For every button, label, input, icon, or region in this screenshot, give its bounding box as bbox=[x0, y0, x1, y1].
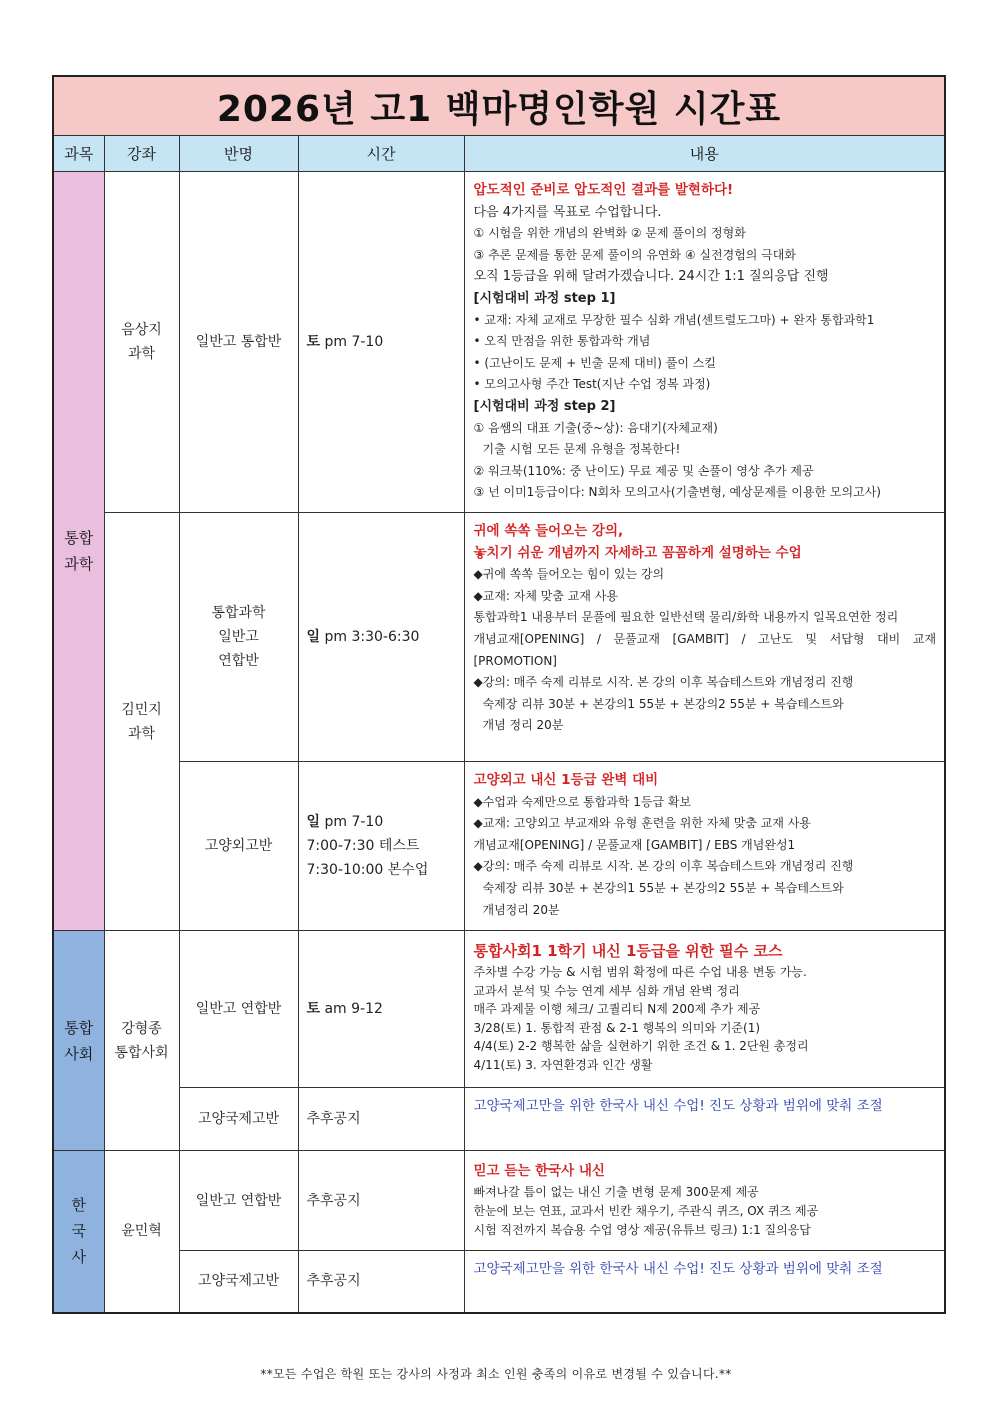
timetable bbox=[52, 75, 946, 1314]
table-row bbox=[53, 1251, 945, 1313]
class-name: 고양외고반 bbox=[179, 762, 298, 931]
subject-social: 통합 사회 bbox=[53, 931, 104, 1151]
header-content: 내용 bbox=[464, 136, 945, 172]
class-content: 고양국제고만을 위한 한국사 내신 수업! 진도 상황과 범위에 맞춰 조절 bbox=[464, 1251, 945, 1313]
footnote: **모든 수업은 학원 또는 강사의 사정과 최소 인원 충족의 이유로 변경될 수 있습니다.** bbox=[260, 1367, 732, 1381]
class-time: 추후공지 bbox=[298, 1088, 464, 1151]
class-content: 고양국제고만을 위한 한국사 내신 수업! 진도 상황과 범위에 맞춰 조절 bbox=[464, 1088, 945, 1151]
table-row bbox=[53, 762, 945, 931]
class-content: 압도적인 준비로 압도적인 결과를 발현하다! 다음 4가지를 목표로 수업합니다. ① 시험을 위한 개념의 완벽화 ② 문제 풀이의 정형화 ③ 추론 문제를 통한 문제 풀이의 유연화 ④ 실전경험의 극대화 오직 1등급을 위해 달려가겠습니다. 24시간 1:1 질의응답 진행 [시험대비 과정 step 1] • 교재: 자체 교재로 무장한 필수 심화 개념(센트럴도그마) + 완자 통합과학1 • 오직 만점을 위한 통합과학 개념 • (고난이도 문제 + 빈출 문제 대비) 풀이 스킬 • 모의고사형 주간 Test(지난 수업 정복 과정) [시험대비 과정 step 2] ① 음쌤의 대표 기출(중~상): 음대기(자체교재) 기출 시험 모든 문제 유형을 정복한다! ② 워크북(110%: 중 난이도) 무료 제공 및 손풀이 영상 추가 제공 ③ 넌 이미1등급이다: N회차 모의고사(기출변형, 예상문제를 이용한 모의고사) bbox=[464, 172, 945, 513]
class-content: 고양외고 내신 1등급 완벽 대비 ◆수업과 숙제만으로 통합과학 1등급 확보 ◆교재: 고양외고 부교재와 유형 훈련을 위한 자체 맞춤 교재 사용 개념교재[OPENING] / 문풀교재 [GAMBIT] / EBS 개념완성1 ◆강의: 매주 숙제 리뷰로 시작. 본 강의 이후 복습테스트와 개념정리 진행 숙제장 리뷰 30분 + 본강의1 55분 + 본강의2 55분 + 복습테스트와 개념정리 20분 bbox=[464, 762, 945, 931]
class-time: 추후공지 bbox=[298, 1151, 464, 1251]
teacher-kim: 김민지 과학 bbox=[104, 513, 179, 931]
teacher-kang: 강형종 통합사회 bbox=[104, 931, 179, 1151]
page-title: 2026년 고1 백마명인학원 시간표 bbox=[53, 76, 945, 136]
subject-korean-history: 한 국 사 bbox=[53, 1151, 104, 1313]
class-time: 토 pm 7-10 bbox=[298, 172, 464, 513]
header-subject: 과목 bbox=[53, 136, 104, 172]
table-row bbox=[53, 513, 945, 762]
class-time: 추후공지 bbox=[298, 1251, 464, 1313]
class-name: 통합과학 일반고 연합반 bbox=[179, 513, 298, 762]
teacher-yoon: 윤민혁 bbox=[104, 1151, 179, 1313]
header-class: 반명 bbox=[179, 136, 298, 172]
teacher-eum: 음상지 과학 bbox=[104, 172, 179, 513]
class-time: 일 pm 3:30-6:30 bbox=[298, 513, 464, 762]
table-row bbox=[53, 1088, 945, 1151]
class-name: 일반고 통합반 bbox=[179, 172, 298, 513]
subject-science: 통합 과학 bbox=[53, 172, 104, 931]
class-time: 일 pm 7-10 7:00-7:30 테스트 7:30-10:00 본수업 bbox=[298, 762, 464, 931]
table-row bbox=[53, 172, 945, 513]
table-row bbox=[53, 931, 945, 1088]
table-row bbox=[53, 1151, 945, 1251]
class-name: 일반고 연합반 bbox=[179, 1151, 298, 1251]
class-content: 귀에 쏙쏙 들어오는 강의, 놓치기 쉬운 개념까지 자세하고 꼼꼼하게 설명하는 수업 ◆귀에 쏙쏙 들어오는 힘이 있는 강의 ◆교재: 자체 맞춤 교재 사용 통합과학1 내용부터 문풀에 필요한 일반선택 물리/화학 내용까지 일목요연한 정리 개념교재[OPENING] / 문풀교재 [GAMBIT] / 고난도 및 서답형 대비 교재 [PROMOTION] ◆강의: 매주 숙제 리뷰로 시작. 본 강의 이후 복습테스트와 개념정리 진행 숙제장 리뷰 30분 + 본강의1 55분 + 본강의2 55분 + 복습테스트와 개념 정리 20분 bbox=[464, 513, 945, 762]
header-row bbox=[53, 136, 945, 172]
header-time: 시간 bbox=[298, 136, 464, 172]
class-content: 통합사회1 1학기 내신 1등급을 위한 필수 코스 주차별 수강 가능 & 시험 범위 확정에 따른 수업 내용 변동 가능. 교과서 분석 및 수능 연계 세부 심화 개념 완벽 정리 매주 과제물 이행 체크/ 고퀄리티 N제 200제 추가 제공 3/28(토) 1. 통합적 관점 & 2-1 행복의 의미와 기준(1) 4/4(토) 2-2 행복한 삶을 실현하기 위한 조건 & 1. 2단원 총정리 4/11(토) 3. 자연환경과 인간 생활 bbox=[464, 931, 945, 1088]
class-name: 고양국제고반 bbox=[179, 1088, 298, 1151]
class-name: 일반고 연합반 bbox=[179, 931, 298, 1088]
class-content: 믿고 듣는 한국사 내신 빠져나갈 틈이 없는 내신 기출 변형 문제 300문제 제공 한눈에 보는 연표, 교과서 빈칸 채우기, 주관식 퀴즈, OX 퀴즈 제공 시험 직전까지 복습용 수업 영상 제공(유튜브 링크) 1:1 질의응답 bbox=[464, 1151, 945, 1251]
header-lecture: 강좌 bbox=[104, 136, 179, 172]
class-name: 고양국제고반 bbox=[179, 1251, 298, 1313]
class-time: 토 am 9-12 bbox=[298, 931, 464, 1088]
